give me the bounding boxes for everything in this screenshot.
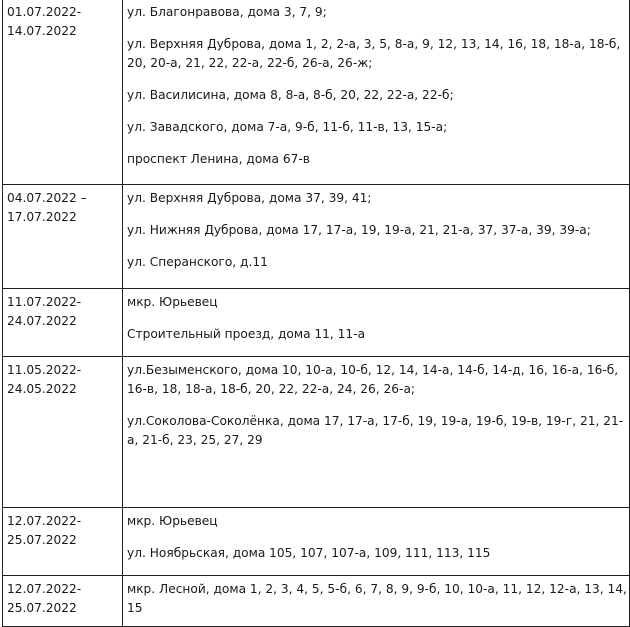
address-cell bbox=[123, 508, 630, 576]
date-cell bbox=[3, 289, 123, 357]
address-cell bbox=[123, 185, 630, 289]
address-line: ул. Василисина, дома 8, 8-а, 8-б, 20, 22, 22-а, 22-б; bbox=[127, 88, 454, 102]
date-from: 11.07.2022- bbox=[7, 295, 82, 309]
table-row bbox=[3, 357, 630, 508]
date-cell bbox=[3, 185, 123, 289]
address-line: ул. Завадского, дома 7-а, 9-б, 11-б, 11-в, 13, 15-а; bbox=[127, 120, 448, 134]
table-row bbox=[3, 0, 630, 185]
address-line: мкр. Лесной, дома 1, 2, 3, 4, 5, 5-б, 6, 7, 8, 9, 9-б, 10, 10-а, 11, 12, 12-а, 13, 14, 15 bbox=[127, 582, 627, 615]
schedule-table-body bbox=[3, 0, 630, 627]
address-line: ул.Соколова-Соколёнка, дома 17, 17-а, 17-б, 19, 19-а, 19-б, 19-в, 19-г, 21, 21-а, 21-б, 23, 25, 27, 29 bbox=[127, 414, 624, 447]
address-line: Строительный проезд, дома 11, 11-а bbox=[127, 327, 366, 341]
address-cell bbox=[123, 0, 630, 185]
date-to: 14.07.2022 bbox=[7, 24, 77, 38]
address-line: ул. Верхняя Дуброва, дома 1, 2, 2-а, 3, 5, 8-а, 9, 12, 13, 14, 16, 18, 18-а, 18-б, 20, 20-а, 21, 22, 22-а, 22-б, 26-а, 26-ж; bbox=[127, 37, 621, 70]
address-line: проспект Ленина, дома 67-в bbox=[127, 152, 310, 166]
date-to: 24.07.2022 bbox=[7, 314, 77, 328]
address-line: ул. Нижняя Дуброва, дома 17, 17-а, 19, 19-а, 21, 21-а, 37, 37-а, 39, 39-а; bbox=[127, 223, 591, 237]
date-to: 17.07.2022 bbox=[7, 210, 77, 224]
table-row bbox=[3, 185, 630, 289]
date-from: 04.07.2022 – bbox=[7, 191, 87, 205]
address-line: мкр. Юрьевец bbox=[127, 295, 218, 309]
table-row bbox=[3, 508, 630, 576]
date-cell bbox=[3, 508, 123, 576]
date-from: 11.05.2022- bbox=[7, 363, 82, 377]
date-to: 25.07.2022 bbox=[7, 533, 77, 547]
date-to: 25.07.2022 bbox=[7, 601, 77, 615]
schedule-table bbox=[2, 0, 630, 627]
date-from: 01.07.2022- bbox=[7, 5, 82, 19]
address-line: мкр. Юрьевец bbox=[127, 514, 218, 528]
date-cell bbox=[3, 0, 123, 185]
address-line: ул. Верхняя Дуброва, дома 37, 39, 41; bbox=[127, 191, 372, 205]
table-row bbox=[3, 289, 630, 357]
address-line: ул. Благонравова, дома 3, 7, 9; bbox=[127, 5, 327, 19]
date-cell bbox=[3, 357, 123, 508]
date-to: 24.05.2022 bbox=[7, 382, 77, 396]
address-line: ул. Ноябрьская, дома 105, 107, 107-а, 109, 111, 113, 115 bbox=[127, 546, 491, 560]
address-line: ул.Безыменского, дома 10, 10-а, 10-б, 12, 14, 14-а, 14-б, 14-д, 16, 16-а, 16-б, 16-в, 18, 18-а, 18-б, 20, 22, 22-а, 24, 26, 26-а; bbox=[127, 363, 619, 396]
date-from: 12.07.2022- bbox=[7, 582, 82, 596]
address-line: ул. Сперанского, д.11 bbox=[127, 255, 268, 269]
address-cell bbox=[123, 357, 630, 508]
address-cell bbox=[123, 289, 630, 357]
date-from: 12.07.2022- bbox=[7, 514, 82, 528]
